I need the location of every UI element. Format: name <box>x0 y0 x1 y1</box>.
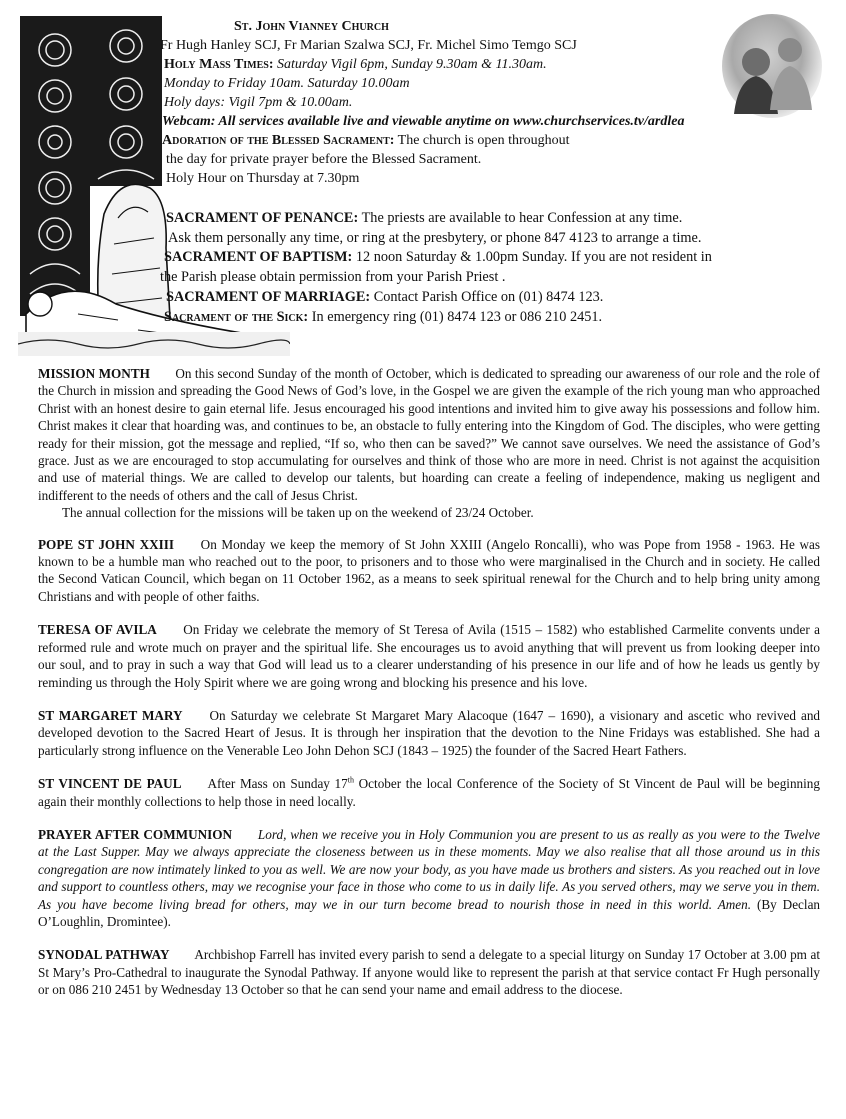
synodal-pathway-section <box>38 946 820 998</box>
church-name <box>234 18 389 36</box>
baptism-line <box>164 248 712 266</box>
margaret-mary-section <box>38 707 820 759</box>
penance-line-2: Ask them personally any time, or ring at the presbytery, or phone 847 4123 to arrange a time. <box>168 230 702 246</box>
sick-line <box>164 308 602 326</box>
marriage-label: SACRAMENT OF MARRIAGE: <box>166 289 371 305</box>
mass-times-label: Holy Mass Times: <box>164 57 274 72</box>
prayer-after-communion-section <box>38 826 820 930</box>
baptism-text: 12 noon Saturday & 1.00pm Sunday. If you are not resident in <box>355 249 712 265</box>
prayer-attribution: (By Declan O’Loughlin, Dromintee). <box>38 896 821 929</box>
vincent-de-paul-heading: ST VINCENT DE PAUL <box>38 776 182 792</box>
baptism-line-2: the Parish please obtain permission from your Parish Priest . <box>160 269 506 285</box>
portrait-figures-icon <box>722 14 822 118</box>
teresa-avila-section <box>38 621 820 691</box>
vincent-de-paul-text-a: After Mass on Sunday 17 <box>207 776 348 792</box>
sick-text: In emergency ring (01) 8474 123 or 086 210 2451. <box>311 309 603 325</box>
synodal-pathway-text: Archbishop Farrell has invited every parish to send a delegate to a special liturgy on Sunday 17 October at 3.00 pm at St Mary’s Pro-Cathedral to inaugurate the Synodal Pathway. If anyone would like to represent the parish at that service contact Fr Hugh personally or on 086 210 2451 by Wednesday 13 October so that he can send your name and email address to the diocese. <box>38 947 820 998</box>
header <box>0 0 846 360</box>
prayer-heading: PRAYER AFTER COMMUNION <box>38 826 233 842</box>
weekday-times-line: Monday to Friday 10am. Saturday 10.00am <box>164 76 410 91</box>
pope-john-heading: POPE ST JOHN XXIII <box>38 536 175 552</box>
pope-john-text: On Monday we keep the memory of St John XXIII (Angelo Roncalli), who was Pope from 1958 - 1963. He was known to be a humble man who reached out to the poor, to prisoners and to those who were marginalised in the Church and in society. He called the Second Vatican Council, which began on 11 October 1962, as a means to seek spiritual renewal for the Church and to help bring unity among Christians and with people of other faiths. <box>38 536 820 604</box>
founders-portrait-image <box>722 14 822 118</box>
mass-times-value: Saturday Vigil 6pm, Sunday 9.30am & 11.30am. <box>277 57 547 72</box>
pope-john-section <box>38 536 820 606</box>
mass-times-line <box>164 56 547 74</box>
mission-month-section <box>38 365 820 522</box>
adoration-text: The church is open throughout <box>397 133 570 148</box>
adoration-line <box>162 132 570 150</box>
synodal-pathway-heading: SYNODAL PATHWAY <box>38 947 170 963</box>
prayer-text: Lord, when we receive you in Holy Communion you are present to us as really as you were to the Twelve at the Last Supper. May we always appreciate the closeness between us in these moments. May we also realise that all those around us in this congregation are now intimately linked to you as well. We are now your body, as you have made us brothers and sisters. As you reached out in love and support to countless others, may we recognise your face in those who come to us in daily life. As you served others, may we serve you in them. As you have become living bread for others, may we in our turn become bread to nourish those in need in this world. Amen. <box>38 826 820 912</box>
mission-month-text: On this second Sunday of the month of October, which is dedicated to spreading our awareness of our role and the role of the Church in mission and spreading the Good News of God’s love, in the Gospel we are given the example of the rich young man who approached Christ with an honest desire to gain eternal life. Jesus encouraged his good intentions and invited him to give away his possessions and follow him. Christ makes it clear that hoarding was, and continues to be, an obstacle to fully entering into the Kingdom of God. The disciples, who were getting ready for their mission, got the message and replied, “If so, who then can be saved?” We cannot save ourselves. We need the assistance of God’s grace. Just as we are encouraged to stop accumulating for ourselves and think of those who are more in need. Christ is not against the acquisition and use of material things. We are called to develop our talents, but hoarding can create a feeling of independence, making us negligent and indifferent to the needs of others and the call of Jesus Christ. <box>38 366 820 503</box>
penance-text: The priests are available to hear Confession at any time. <box>361 210 683 226</box>
margaret-mary-text: On Saturday we celebrate St Margaret Mary Alacoque (1647 – 1690), a visionary and ascetic who revived and developed devotion to the Sacred Heart of Jesus. It is through her inspiration that the devotion to the Nine Fridays was established. She had a particularly strong influence on the Venerable Leo John Dehon SCJ (1843 – 1925) the founder of the Sacred Heart Fathers. <box>38 707 821 758</box>
clergy-line: Fr Hugh Hanley SCJ, Fr Marian Szalwa SCJ, Fr. Michel Simo Temgo SCJ <box>160 38 577 53</box>
holy-days-line: Holy days: Vigil 7pm & 10.00am. <box>164 95 353 110</box>
marriage-text: Contact Parish Office on (01) 8474 123. <box>373 289 604 305</box>
mission-month-heading: MISSION MONTH <box>38 366 150 381</box>
webcam-line: Webcam: All services available live and viewable anytime on www.churchservices.tv/ardlea <box>162 114 685 129</box>
mission-collection-text: The annual collection for the missions will be taken up on the weekend of 23/24 October. <box>62 505 534 521</box>
newsletter-body <box>38 365 820 1015</box>
sick-label: Sacrament of the Sick: <box>164 309 309 325</box>
penance-label: SACRAMENT OF PENANCE: <box>166 210 359 226</box>
teresa-avila-heading: TERESA OF AVILA <box>38 622 157 638</box>
vincent-de-paul-ordinal: th <box>347 775 354 785</box>
holy-hour-line: Holy Hour on Thursday at 7.30pm <box>166 171 360 186</box>
adoration-label: Adoration of the Blessed Sacrament: <box>162 133 395 148</box>
margaret-mary-heading: ST MARGARET MARY <box>38 707 183 723</box>
baptism-label: SACRAMENT OF BAPTISM: <box>164 249 353 265</box>
marriage-line <box>166 288 603 306</box>
adoration-line-2: the day for private prayer before the Blessed Sacrament. <box>166 152 482 167</box>
penance-line <box>166 209 682 227</box>
vincent-de-paul-text-b: October the local Conference of the Society of St Vincent de Paul will be beginning again their monthly collections to help those in need locally. <box>38 776 820 809</box>
teresa-avila-text: On Friday we celebrate the memory of St Teresa of Avila (1515 – 1582) who established Carmelite convents under a reformed rule and wrote much on prayer and the spiritual life. She encourages us to avoid anything that will prevent us from looking deeper into our soul, and to pray in such a way that God will lead us to a clearer understanding of his presence in our life and of how he leads us gently by reminding us through the Holy Spirit where we are going wrong and blocking his presence and his love. <box>38 622 821 690</box>
church-name-text: St. John Vianney Church <box>234 19 389 34</box>
vincent-de-paul-section <box>38 775 820 810</box>
